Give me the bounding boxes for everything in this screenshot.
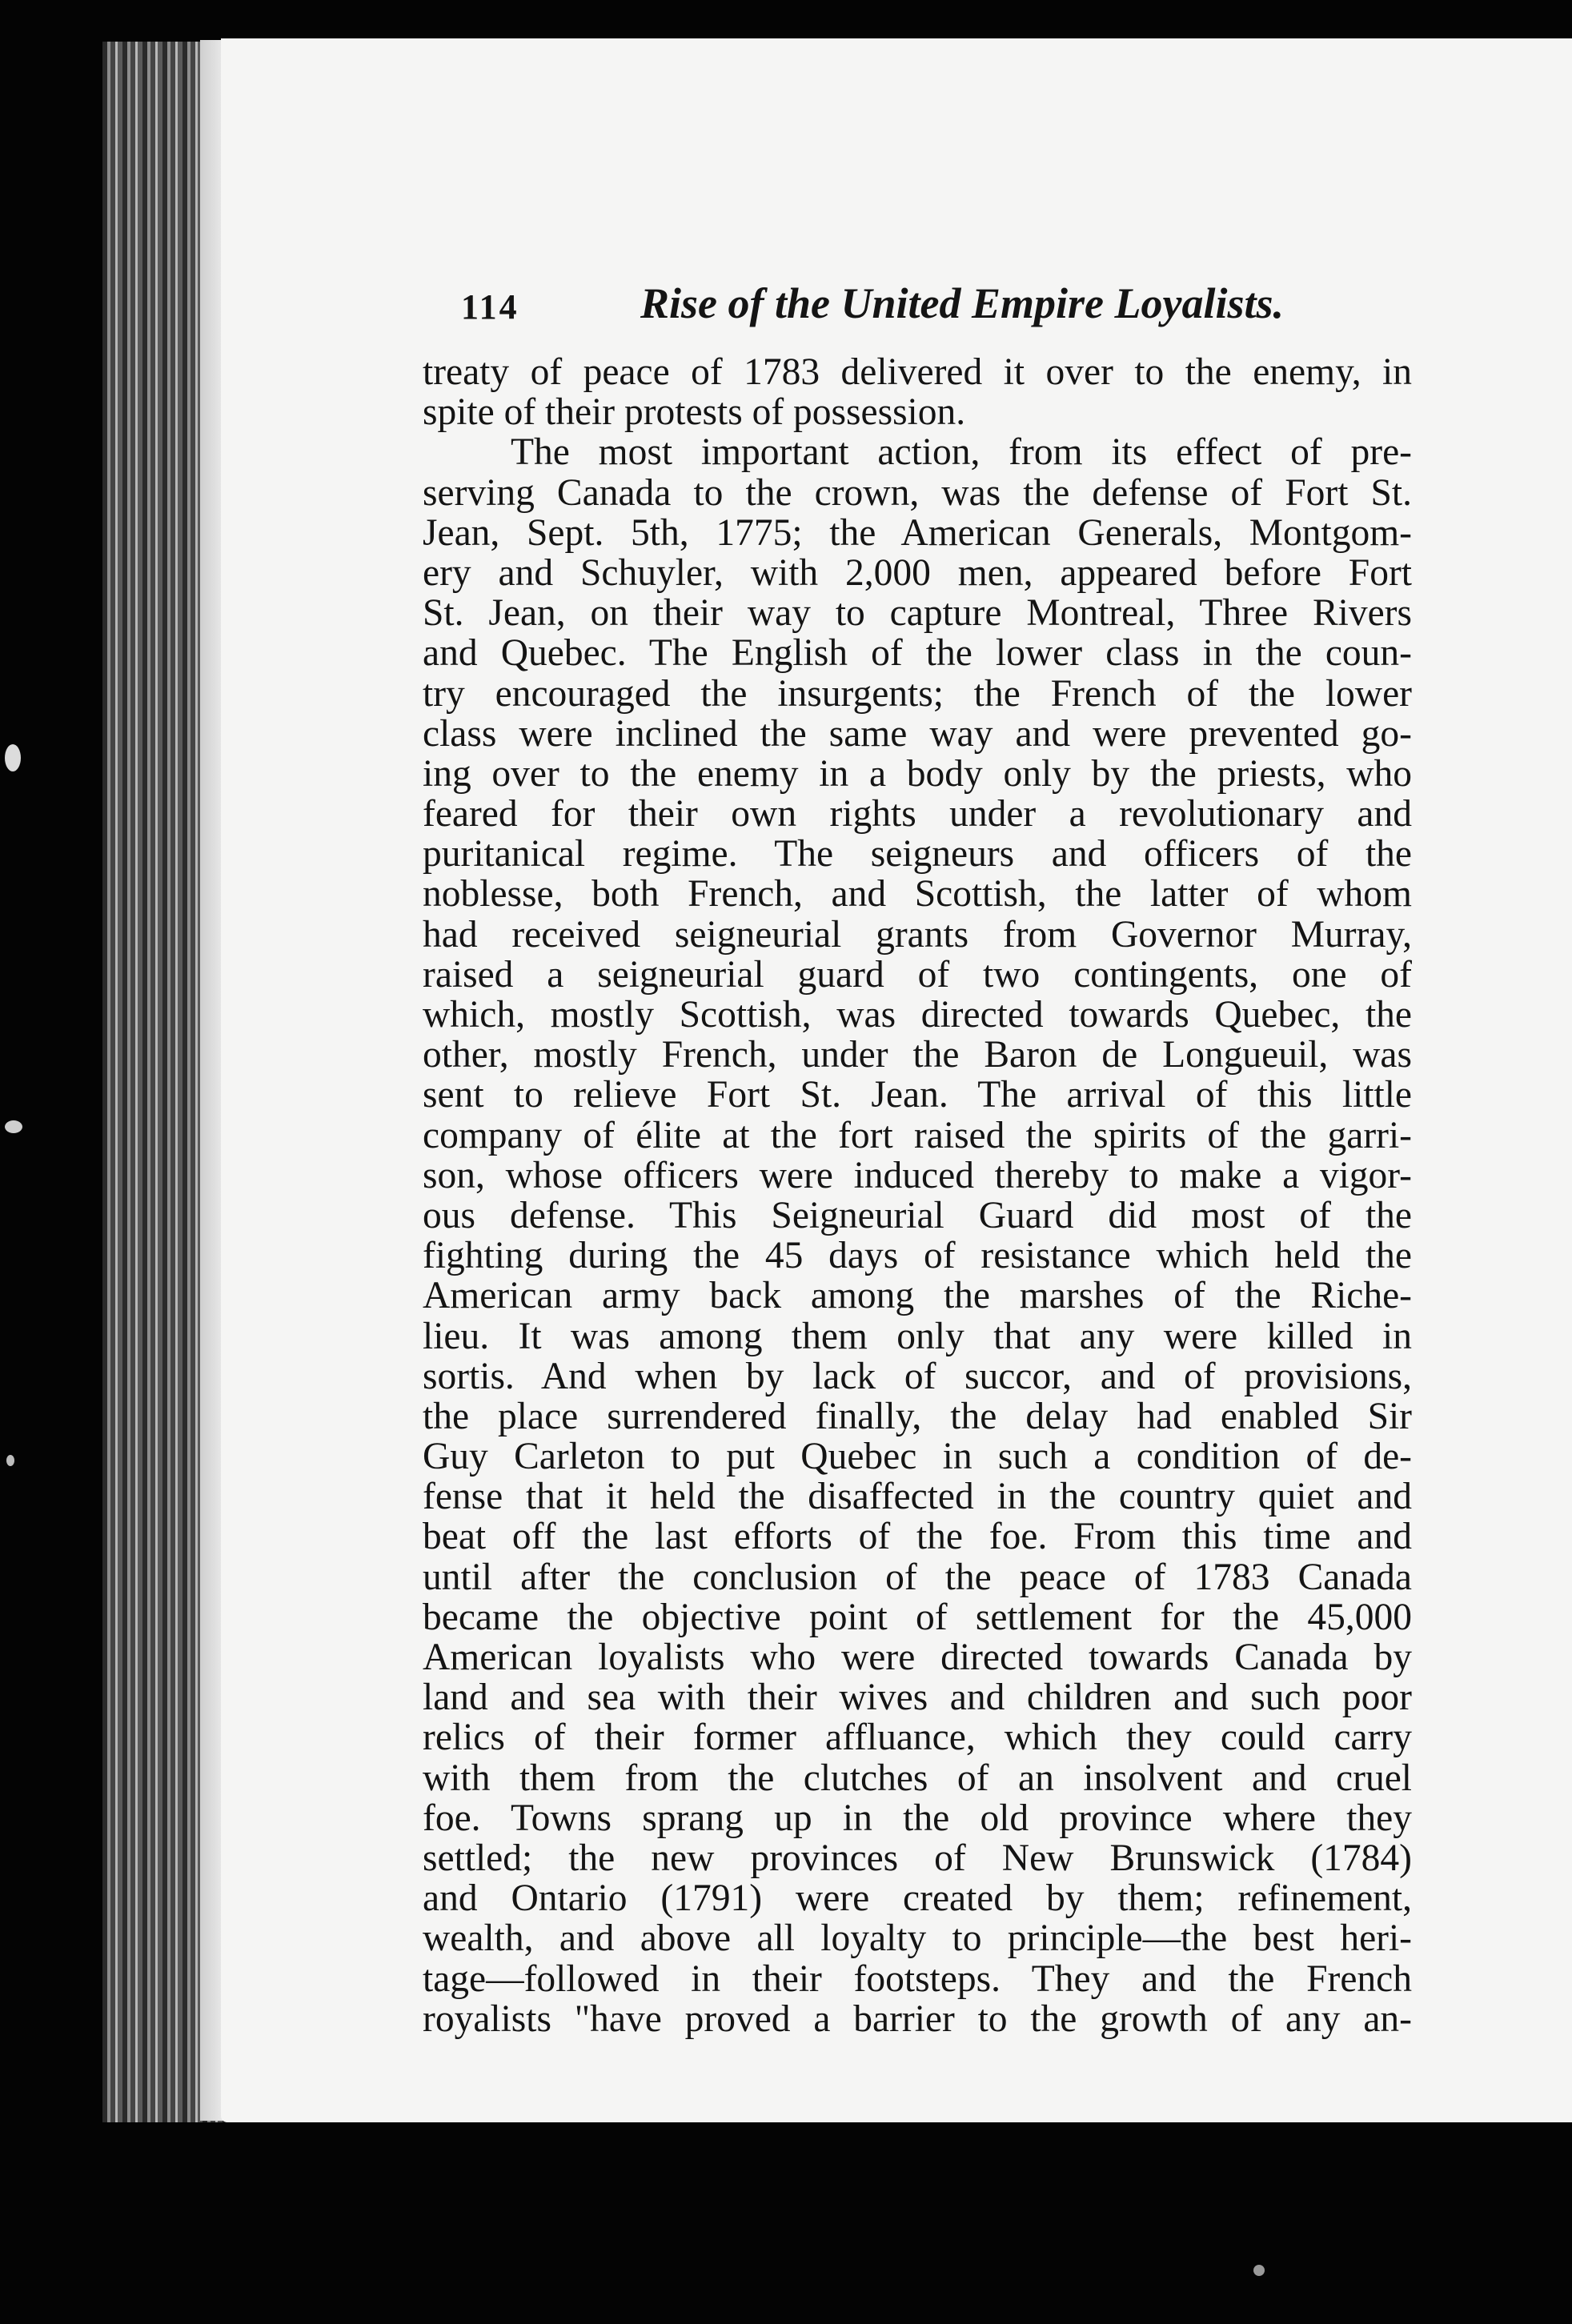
- text-line: fighting during the 45 days of resistance which held the: [423, 1235, 1412, 1277]
- text-line: lieu. It was among them only that any were killed in: [423, 1315, 1412, 1357]
- text-line: raised a seigneurial guard of two contingents, one of: [423, 953, 1412, 996]
- text-line: The most important action, from its effect of pre-: [511, 431, 1412, 474]
- text-line: tage—followed in their footsteps. They and the French: [423, 1957, 1412, 2000]
- text-line: became the objective point of settlement for the 45,000: [423, 1596, 1412, 1638]
- text-line: American loyalists who were directed towards Canada by: [423, 1637, 1412, 1678]
- text-line: land and sea with their wives and children and such poor: [423, 1677, 1412, 1719]
- text-line: had received seigneurial grants from Governor Murray,: [423, 913, 1412, 956]
- text-line: noblesse, both French, and Scottish, the latter of whom: [423, 873, 1412, 916]
- text-line: feared for their own rights under a revolutionary and: [423, 793, 1412, 835]
- text-line: with them from the clutches of an insolvent and cruel: [423, 1757, 1412, 1799]
- text-line: sent to relieve Fort St. Jean. The arrival of this little: [423, 1074, 1412, 1116]
- text-line: other, mostly French, under the Baron de Longueuil, was: [423, 1034, 1412, 1076]
- text-line: American army back among the marshes of the Riche-: [423, 1275, 1412, 1317]
- text-line: puritanical regime. The seigneurs and officers of the: [423, 833, 1412, 876]
- page-text: [423, 264, 1412, 2039]
- text-line: sortis. And when by lack of succor, and of provisions,: [423, 1355, 1412, 1397]
- text-line: settled; the new provinces of New Brunswick (1784): [423, 1837, 1412, 1879]
- text-line: son, whose officers were induced thereby to make a vigor-: [423, 1154, 1412, 1196]
- text-line: treaty of peace of 1783 delivered it over to the enemy, in: [423, 351, 1412, 393]
- text-line: beat off the last efforts of the foe. From this time and: [423, 1516, 1412, 1558]
- running-title: Rise of the United Empire Loyalists.: [640, 279, 1284, 327]
- text-line: serving Canada to the crown, was the defense of Fort St.: [423, 471, 1412, 514]
- text-line: ery and Schuyler, with 2,000 men, appeared before Fort: [423, 551, 1412, 594]
- text-line: ing over to the enemy in a body only by the priests, who: [423, 752, 1412, 795]
- running-head: [423, 264, 1412, 352]
- text-line: company of élite at the fort raised the spirits of the garri-: [423, 1114, 1412, 1156]
- text-line: royalists "have proved a barrier to the growth of any an-: [423, 1997, 1412, 2040]
- text-line: try encouraged the insurgents; the French of the lower: [423, 672, 1412, 715]
- text-line: class were inclined the same way and were prevented go-: [423, 712, 1412, 755]
- text-line: fense that it held the disaffected in the country quiet and: [423, 1476, 1412, 1518]
- text-line: wealth, and above all loyalty to principle—the best heri-: [423, 1917, 1412, 1960]
- text-line: Jean, Sept. 5th, 1775; the American Generals, Montgom-: [423, 511, 1412, 554]
- text-line: which, mostly Scottish, was directed towards Quebec, the: [423, 994, 1412, 1036]
- text-line: and Quebec. The English of the lower class in the coun-: [423, 632, 1412, 675]
- page-number: 114: [461, 287, 519, 327]
- text-line: foe. Towns sprang up in the old province where they: [423, 1797, 1412, 1839]
- text-line: relics of their former affluance, which they could carry: [423, 1717, 1412, 1759]
- text-line: Guy Carleton to put Quebec in such a condition of de-: [423, 1436, 1412, 1478]
- text-line: St. Jean, on their way to capture Montreal, Three Rivers: [423, 592, 1412, 635]
- text-line: until after the conclusion of the peace of 1783 Canada: [423, 1556, 1412, 1598]
- text-line: and Ontario (1791) were created by them; refinement,: [423, 1877, 1412, 1920]
- text-line: ous defense. This Seigneurial Guard did most of the: [423, 1194, 1412, 1236]
- text-line: spite of their protests of possession.: [423, 391, 966, 434]
- text-line: the place surrendered finally, the delay had enabled Sir: [423, 1395, 1412, 1437]
